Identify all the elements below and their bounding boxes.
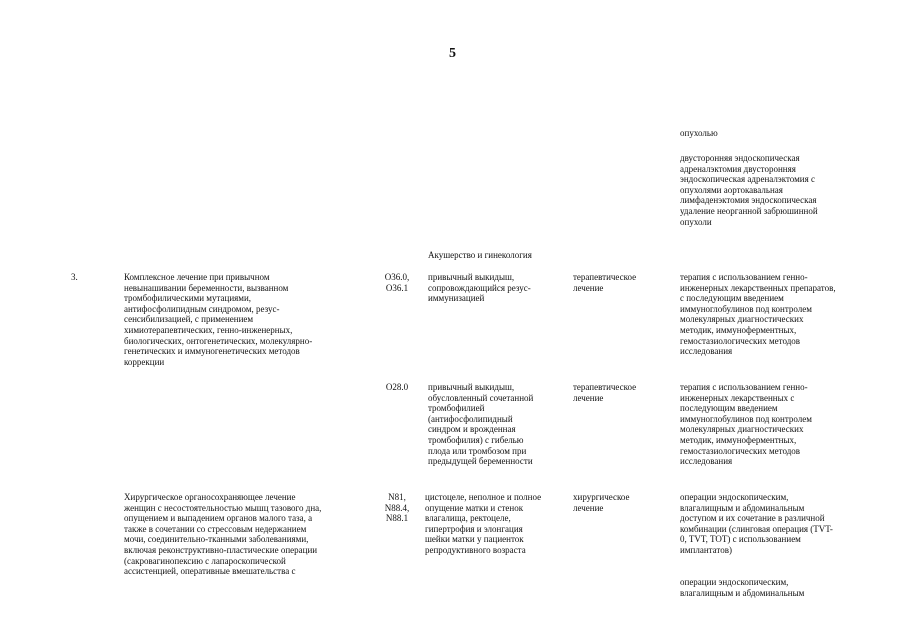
treatment-name: Комплексное лечение при привычном невынашивании беременности, вызванном тромбофилическими мутациями, антифосфолипидным синдромом, резус- сенсибилизацией, с применением химиотерапевтических, генно-инженерных, биологических, онтогенетических, молекулярно- генетических и иммуногенетических методов коррекции xyxy=(124,272,313,367)
treatment-method: терапия с использованием генно- инженерных лекарственных препаратов, с последующим введением иммуноглобулинов под контролем молекулярных диагностических методик, иммуноферментных, гемостазиологических методов исследования xyxy=(680,272,836,357)
carryover-line: опухолью xyxy=(680,128,718,138)
section-title: Акушерство и гинекология xyxy=(428,250,532,260)
row-number: 3. xyxy=(71,272,78,282)
treatment-type: терапевтическое лечение xyxy=(573,272,637,293)
treatment-type: терапевтическое лечение xyxy=(573,382,637,403)
treatment-method: операции эндоскопическим, влагалищным и абдоминальным доступом и их сочетание в различной комбинации (слинговая операция (TVT- 0, TVT, TOT) с использованием имплантатов) xyxy=(680,492,833,555)
icd-code: O36.0, O36.1 xyxy=(384,272,410,293)
patient-model: привычный выкидыш, обусловленный сочетанной тромбофилией (антифосфолипидный синдром и врожденная тромбофилия) с гибелью плода или тромбозом при предыдущей беременности xyxy=(428,382,534,467)
treatment-name: Хирургическое органосохраняющее лечение женщин с несостоятельностью мышц тазового дна, опущением и выпадением органов малого таза, а также в сочетании со стрессовым недержанием мочи, соединительно-тканными заболеваниями, включая реконструктивно-пластические операции (сакровагинопексию с лапароскопической ассистенцией, оперативные вмешательства с xyxy=(124,492,322,577)
patient-model: привычный выкидыш, сопровождающийся резус- иммунизацией xyxy=(428,272,531,304)
carryover-paragraph: двусторонняя эндоскопическая адреналэктомия двусторонняя эндоскопическая адреналэктомия с опухолями аортокавальная лимфаденэктомия эндоскопическая удаление неорганной забрюшинной опухоли xyxy=(680,153,818,227)
treatment-method-continued: операции эндоскопическим, влагалищным и абдоминальным xyxy=(680,577,805,598)
page-number: 5 xyxy=(449,46,456,61)
treatment-type: хирургическое лечение xyxy=(573,492,630,513)
icd-code: O28.0 xyxy=(385,382,409,392)
treatment-method: терапия с использованием генно- инженерных лекарственных с последующим введением иммуноглобулинов под контролем молекулярных диагностических методик, иммуноферментных, гемостазиологических методов исследования xyxy=(680,382,812,467)
patient-model: цистоцеле, неполное и полное опущение матки и стенок влагалища, ректоцеле, гипертрофия и элонгация шейки матки у пациенток репродуктивного возраста xyxy=(425,492,542,555)
icd-code: N81, N88.4, N88.1 xyxy=(384,492,410,524)
